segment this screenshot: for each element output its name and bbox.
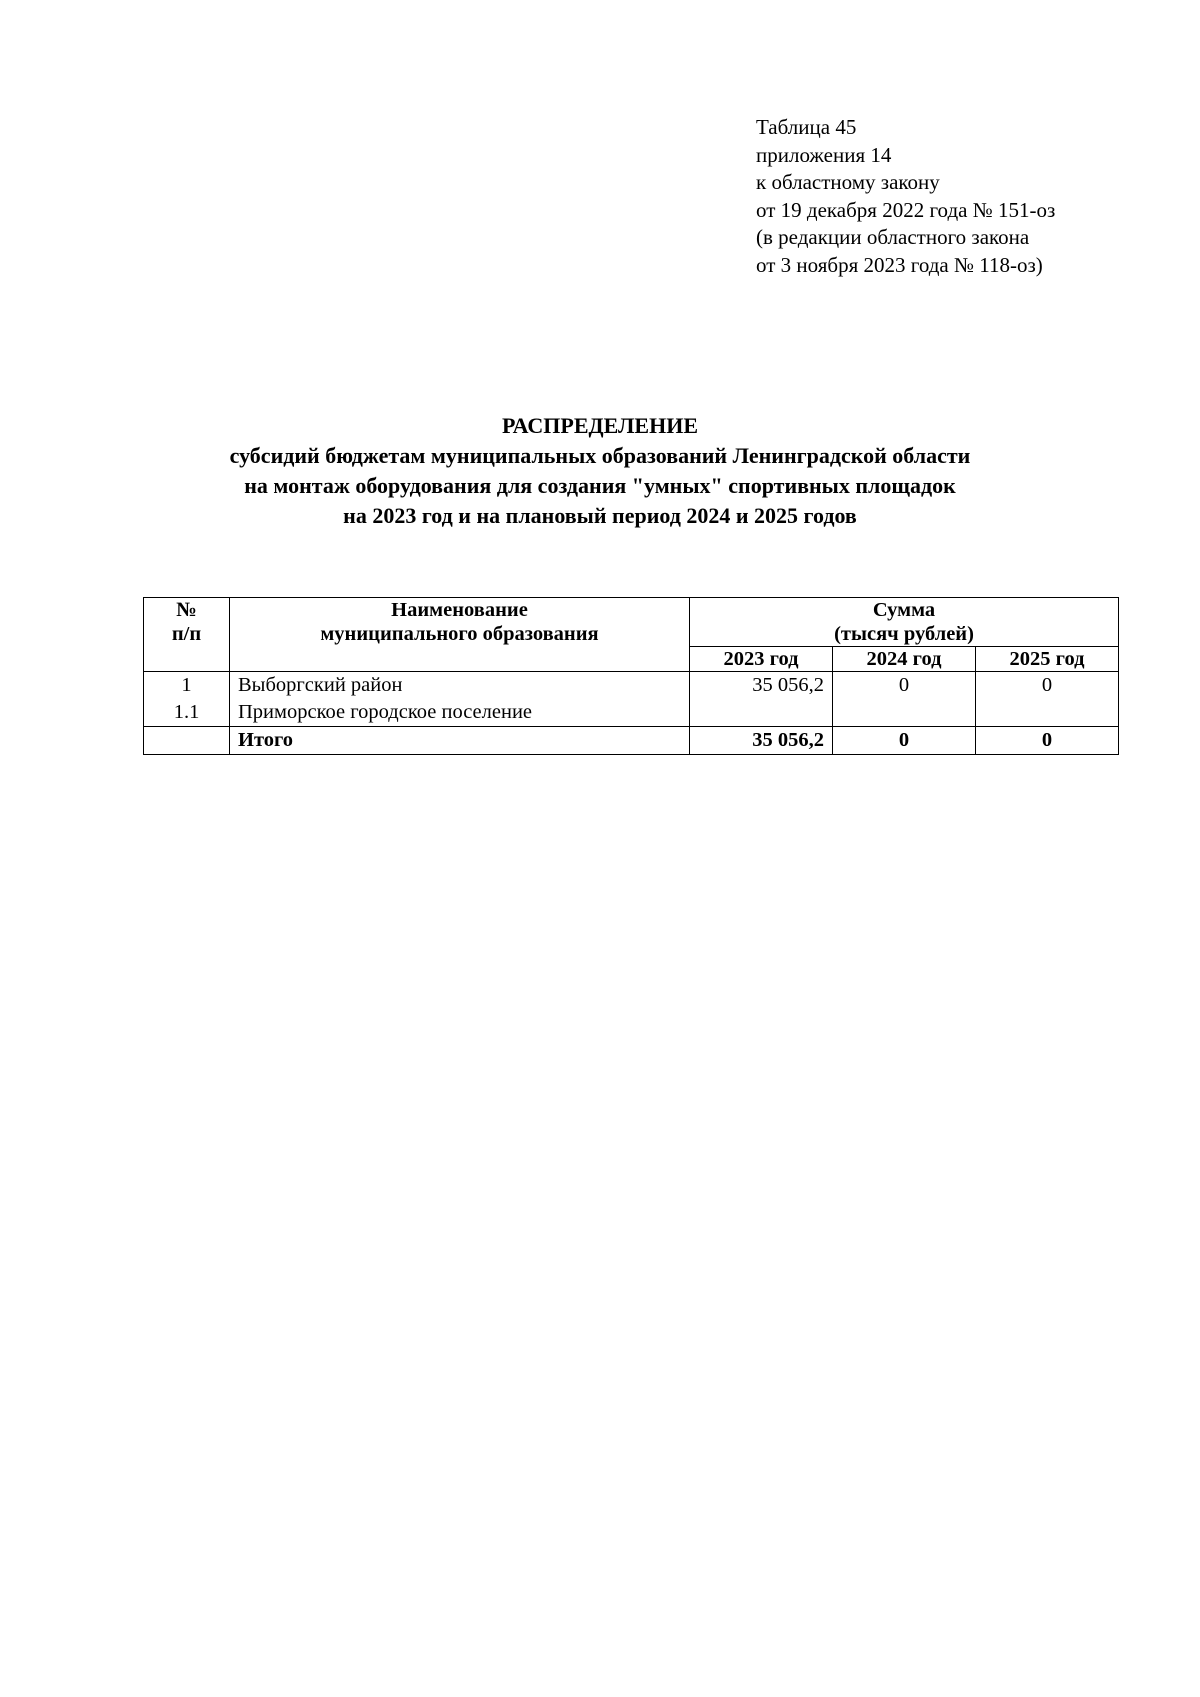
row-value-2023: 35 056,2 (690, 672, 833, 727)
row-name-settlement: Приморское городское поселение (238, 701, 533, 723)
header-line-appendix: приложения 14 (756, 142, 892, 167)
table-row (144, 672, 1119, 727)
header-name: Наименование муниципального образования (230, 598, 690, 672)
document-title (100, 411, 1100, 531)
title-heading: РАСПРЕДЕЛЕНИЕ (501, 413, 698, 438)
header-number: № п/п (144, 598, 230, 672)
row-number-district: 1 (181, 674, 192, 696)
total-value-2023: 35 056,2 (690, 727, 833, 755)
row-name-district: Выборгский район (238, 674, 403, 696)
row-number-cell (144, 672, 230, 727)
distribution-table (143, 597, 1119, 755)
row-value-2024: 0 (833, 672, 976, 727)
total-value-2025: 0 (976, 727, 1119, 755)
header-line-revision-date: от 3 ноября 2023 года № 118-оз) (756, 252, 1043, 277)
header-line-table-number: Таблица 45 (756, 115, 857, 139)
header-line-law: к областному закону (756, 170, 940, 194)
row-value-2025: 0 (976, 672, 1119, 727)
header-year-2023: 2023 год (690, 647, 833, 672)
appendix-header (756, 114, 1055, 279)
row-number-settlement: 1.1 (173, 701, 200, 723)
header-year-2025: 2025 год (976, 647, 1119, 672)
total-number-cell (144, 727, 230, 755)
table-header-row (144, 598, 1119, 647)
row-name-cell (230, 672, 690, 727)
total-label: Итого (230, 727, 690, 755)
table-total-row (144, 727, 1119, 755)
title-line-4: на 2023 год и на плановый период 2024 и 2025 годов (343, 503, 857, 528)
header-line-law-date: от 19 декабря 2022 года № 151-оз (756, 197, 1056, 222)
header-line-revision: (в редакции областного закона (756, 225, 1030, 249)
title-line-2: субсидий бюджетам муниципальных образований Ленинградской области (229, 443, 971, 468)
total-value-2024: 0 (833, 727, 976, 755)
title-line-3: на монтаж оборудования для создания "умных" спортивных площадок (244, 473, 956, 498)
header-sum: Сумма (тысяч рублей) (690, 598, 1119, 647)
header-year-2024: 2024 год (833, 647, 976, 672)
